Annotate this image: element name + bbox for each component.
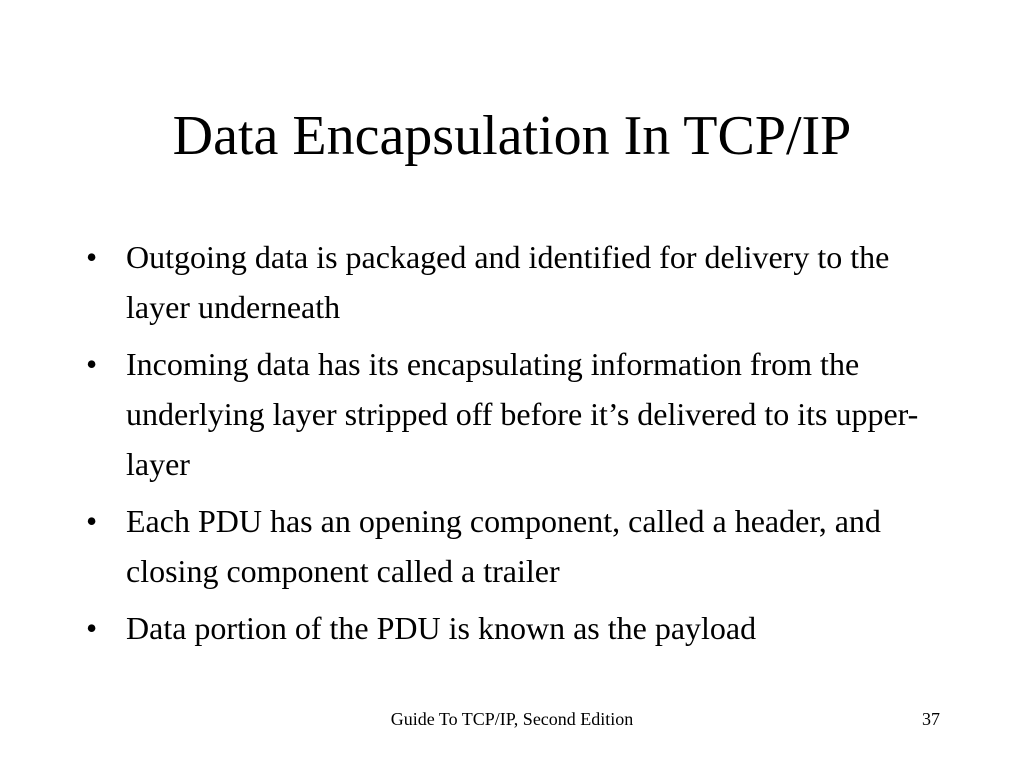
bullet-item xyxy=(86,339,946,489)
bullet-icon: • xyxy=(86,610,98,646)
bullet-icon: • xyxy=(86,239,98,275)
bullet-item xyxy=(86,496,946,596)
bullet-item xyxy=(86,232,946,332)
page-number: 37 xyxy=(922,709,940,729)
footer-text: Guide To TCP/IP, Second Edition xyxy=(390,709,634,729)
bullet-text: Data portion of the PDU is known as the payload xyxy=(126,610,757,646)
bullet-icon: • xyxy=(86,503,98,539)
bullet-item xyxy=(86,603,946,653)
bullet-text: Outgoing data is packaged and identified for delivery to the layer underneath xyxy=(126,239,890,325)
bullet-text: Each PDU has an opening component, called a header, and closing component called a trailer xyxy=(126,503,881,589)
slide-title: Data Encapsulation In TCP/IP xyxy=(172,105,852,167)
bullet-text: Incoming data has its encapsulating information from the underlying layer stripped off before it’s delivered to its upper-layer xyxy=(126,346,919,482)
bullet-icon: • xyxy=(86,346,98,382)
bullet-list xyxy=(86,232,946,660)
